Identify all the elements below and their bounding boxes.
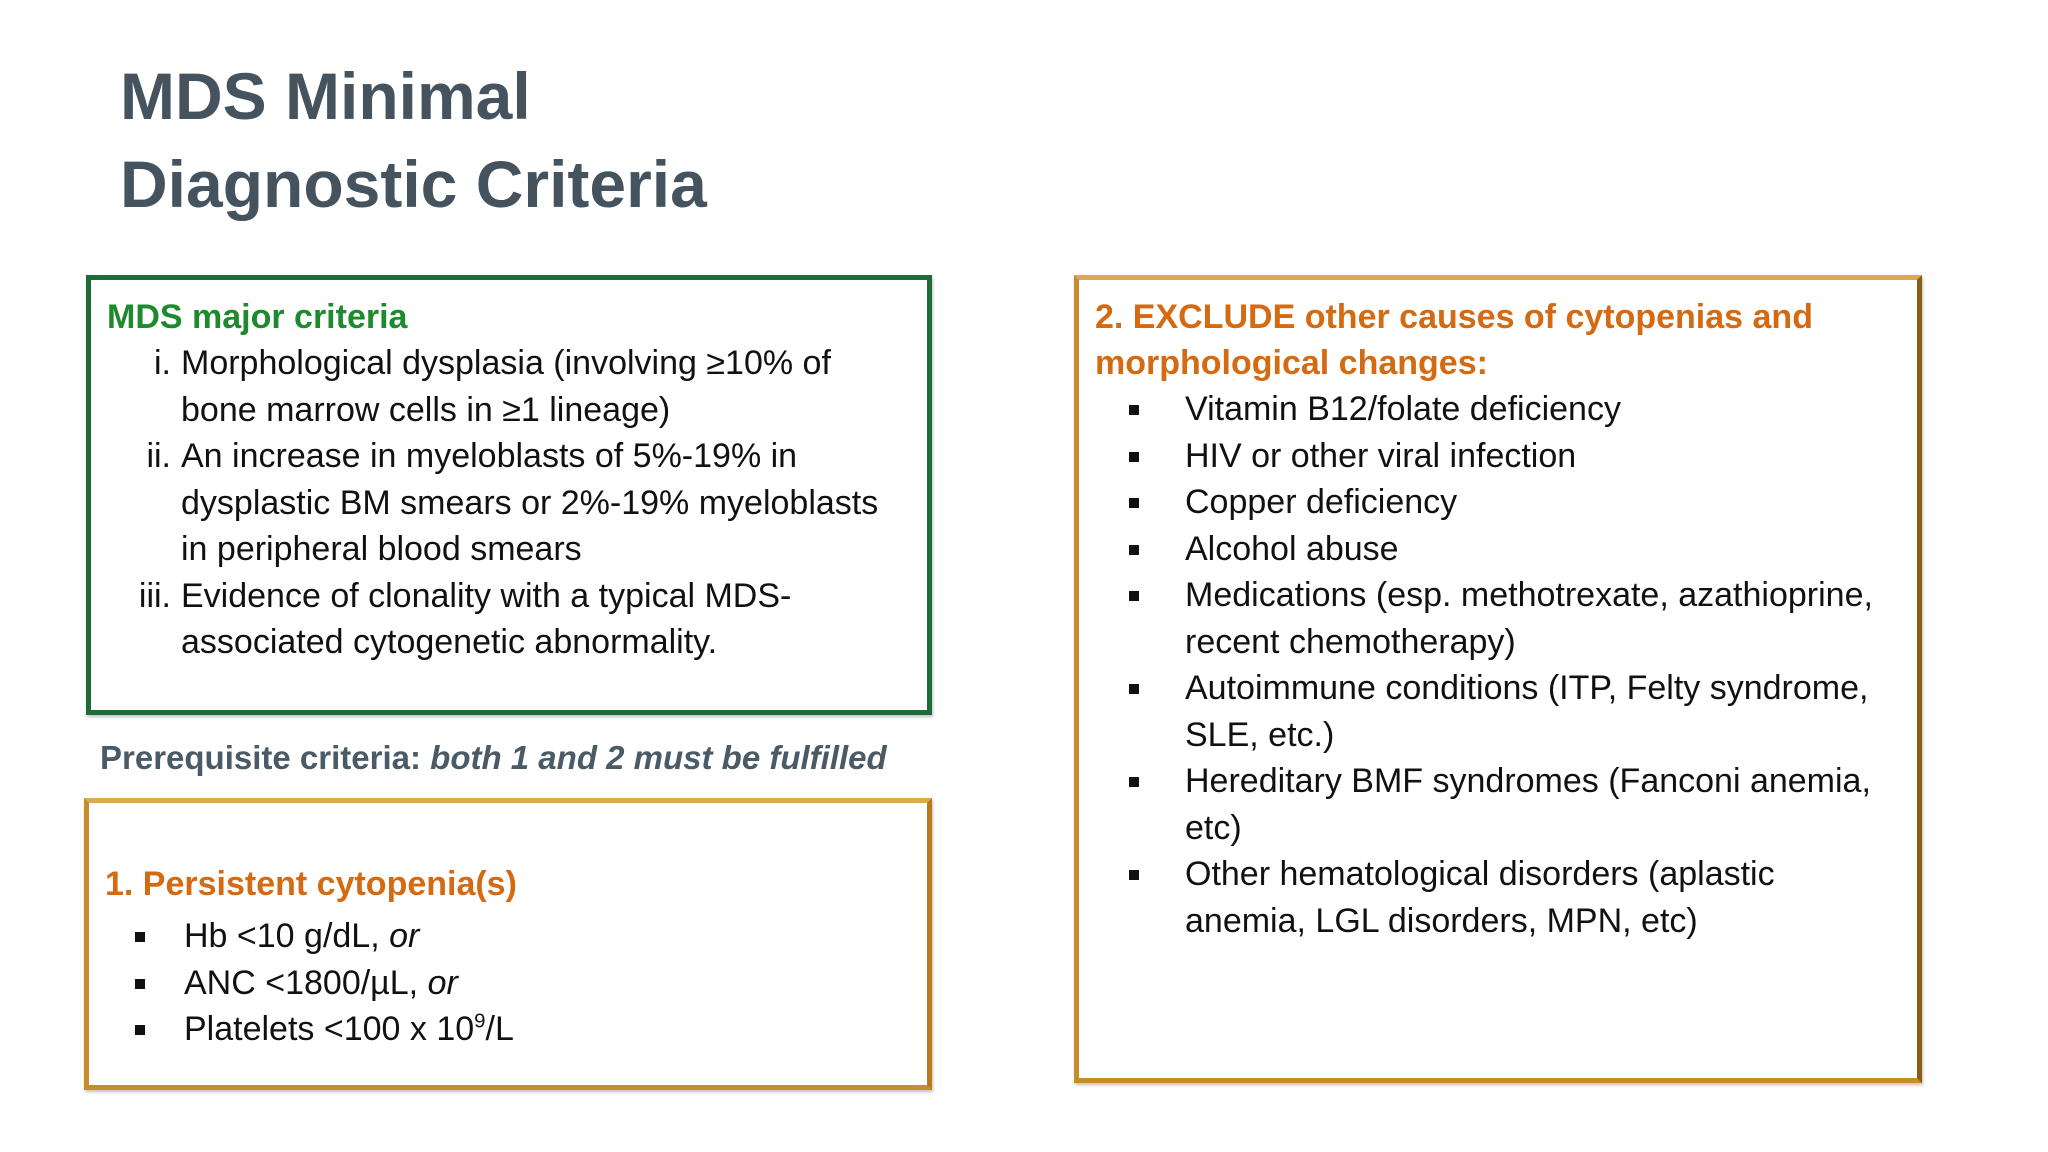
square-bullet-icon bbox=[1129, 777, 1139, 787]
list-item bbox=[107, 340, 907, 433]
list-item bbox=[1095, 851, 1897, 944]
list-item bbox=[1095, 758, 1897, 851]
item-text: Morphological dysplasia (involving ≥10% of bone marrow cells in ≥1 lineage) bbox=[181, 344, 831, 429]
square-bullet-icon bbox=[1129, 452, 1139, 462]
list-item bbox=[105, 1006, 907, 1053]
list-item bbox=[1095, 572, 1897, 665]
slide-title bbox=[120, 52, 707, 228]
list-item bbox=[105, 960, 907, 1007]
list-item bbox=[1095, 526, 1897, 573]
square-bullet-icon bbox=[1129, 684, 1139, 694]
cytopenia-heading: 1. Persistent cytopenia(s) bbox=[105, 865, 517, 903]
square-bullet-icon bbox=[1129, 498, 1139, 508]
prerequisite-label: Prerequisite criteria: bbox=[100, 739, 431, 776]
item-text: HIV or other viral infection bbox=[1185, 436, 1577, 475]
item-text: Vitamin B12/folate deficiency bbox=[1185, 390, 1621, 428]
list-item bbox=[107, 433, 907, 573]
title-line-2: Diagnostic Criteria bbox=[120, 147, 707, 221]
exclude-box bbox=[1074, 275, 1922, 1083]
exclude-list bbox=[1095, 386, 1897, 944]
item-number: iii. bbox=[138, 576, 171, 615]
square-bullet-icon bbox=[135, 979, 145, 989]
cytopenia-box bbox=[84, 798, 932, 1090]
item-text: Alcohol abuse bbox=[1185, 529, 1399, 568]
square-bullet-icon bbox=[1129, 591, 1139, 601]
item-text: Hereditary BMF syndromes (Fanconi anemia, etc) bbox=[1185, 762, 1871, 847]
exclude-heading: 2. EXCLUDE other causes of cytopenias and morphological changes: bbox=[1095, 298, 1813, 382]
square-bullet-icon bbox=[1129, 545, 1139, 555]
item-text: Platelets <100 x $10^9/L$ bbox=[184, 1010, 514, 1048]
square-bullet-icon bbox=[135, 1025, 145, 1035]
item-text: Autoimmune conditions (ITP, Felty syndrome, SLE, etc.) bbox=[1185, 669, 1869, 754]
list-item bbox=[107, 573, 907, 666]
list-item bbox=[1095, 479, 1897, 526]
item-text: Hb <10 g/dL, or bbox=[184, 917, 420, 955]
major-criteria-list bbox=[107, 340, 907, 666]
prerequisite-note bbox=[100, 735, 887, 781]
square-bullet-icon bbox=[135, 932, 145, 942]
title-line-1: MDS Minimal bbox=[120, 59, 531, 133]
square-bullet-icon bbox=[1129, 870, 1139, 880]
list-item bbox=[1095, 665, 1897, 758]
list-item bbox=[1095, 386, 1897, 433]
cytopenia-list bbox=[105, 913, 907, 1053]
item-number: ii. bbox=[146, 437, 171, 475]
item-text: Evidence of clonality with a typical MDS-associated cytogenetic abnormality. bbox=[181, 576, 792, 661]
prerequisite-emphasis: both 1 and 2 must be fulfilled bbox=[430, 739, 887, 776]
list-item bbox=[105, 913, 907, 960]
item-text: Other hematological disorders (aplastic anemia, LGL disorders, MPN, etc) bbox=[1185, 855, 1775, 940]
list-item bbox=[1095, 433, 1897, 480]
square-bullet-icon bbox=[1129, 405, 1139, 415]
major-criteria-heading: MDS major criteria bbox=[107, 298, 408, 336]
item-text: An increase in myeloblasts of 5%-19% in dysplastic BM smears or 2%-19% myeloblasts in peripheral blood smears bbox=[181, 437, 879, 568]
item-number: i. bbox=[154, 344, 171, 382]
item-text: Copper deficiency bbox=[1185, 483, 1458, 521]
item-text: ANC <1800/µL, or bbox=[184, 963, 458, 1002]
item-text: Medications (esp. methotrexate, azathioprine, recent chemotherapy) bbox=[1185, 576, 1873, 661]
major-criteria-box bbox=[86, 275, 932, 715]
